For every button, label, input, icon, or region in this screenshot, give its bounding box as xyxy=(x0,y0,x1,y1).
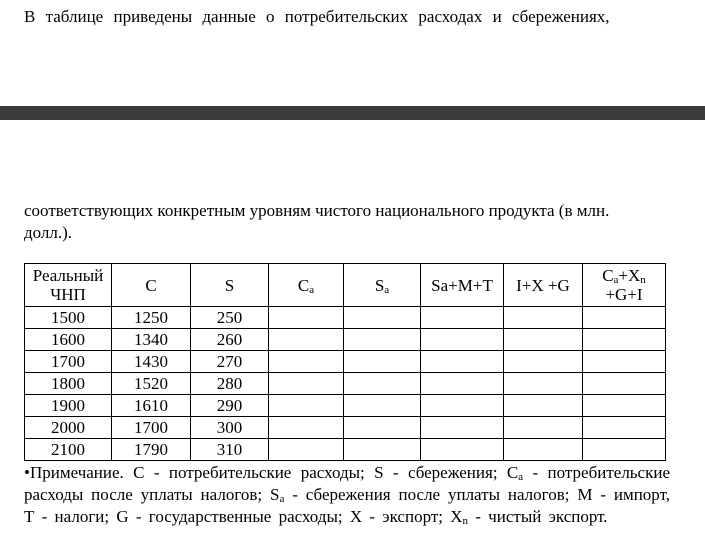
table-cell: 1430 xyxy=(112,351,191,373)
table-cell: 1520 xyxy=(112,373,191,395)
table-cell-empty xyxy=(504,373,583,395)
table-cell-empty xyxy=(269,307,344,329)
table-cell: 300 xyxy=(191,417,269,439)
header-c: C xyxy=(112,264,191,307)
table-cell-empty xyxy=(583,439,666,461)
table-cell-empty xyxy=(421,395,504,417)
table-row xyxy=(25,329,666,351)
table-cell: 1500 xyxy=(25,307,112,329)
table-cell-empty xyxy=(421,373,504,395)
table-cell-empty xyxy=(504,351,583,373)
header-i-x-g: I+X +G xyxy=(504,264,583,307)
table-cell-empty xyxy=(421,417,504,439)
table-cell: 1800 xyxy=(25,373,112,395)
table-cell: 1700 xyxy=(25,351,112,373)
table-cell-empty xyxy=(344,395,421,417)
table-cell: 2000 xyxy=(25,417,112,439)
table-row xyxy=(25,439,666,461)
table-cell-empty xyxy=(504,417,583,439)
table-cell: 290 xyxy=(191,395,269,417)
table-row xyxy=(25,351,666,373)
table-row xyxy=(25,395,666,417)
table-cell-empty xyxy=(504,307,583,329)
table-cell-empty xyxy=(344,439,421,461)
table-cell-empty xyxy=(583,307,666,329)
table-cell: 1610 xyxy=(112,395,191,417)
table-cell: 250 xyxy=(191,307,269,329)
header-real-gnp: Реальный ЧНП xyxy=(25,264,112,307)
table-cell-empty xyxy=(344,417,421,439)
table-cell-empty xyxy=(421,439,504,461)
table-cell-empty xyxy=(504,439,583,461)
table-cell-empty xyxy=(269,351,344,373)
table-cell: 1250 xyxy=(112,307,191,329)
page-separator-bar xyxy=(0,106,705,120)
table-cell: 1600 xyxy=(25,329,112,351)
gnp-consumption-table xyxy=(24,263,666,461)
table-cell: 260 xyxy=(191,329,269,351)
table-row xyxy=(25,307,666,329)
table-cell: 1790 xyxy=(112,439,191,461)
table-cell-empty xyxy=(583,351,666,373)
table-cell-empty xyxy=(583,373,666,395)
header-sa-m-t: Sa+M+T xyxy=(421,264,504,307)
table-cell: 2100 xyxy=(25,439,112,461)
table-cell-empty xyxy=(344,373,421,395)
table-cell-empty xyxy=(421,307,504,329)
table-header-row xyxy=(25,264,666,307)
table-row xyxy=(25,373,666,395)
table-cell: 1700 xyxy=(112,417,191,439)
table-cell-empty xyxy=(344,307,421,329)
intro-line-1: В таблице приведены данные о потребительских расходах и сбережениях, xyxy=(24,7,610,26)
table-cell-empty xyxy=(344,351,421,373)
header-ca: $C_a$ xyxy=(269,264,344,307)
table-cell: 310 xyxy=(191,439,269,461)
table-cell-empty xyxy=(269,395,344,417)
table-cell-empty xyxy=(583,329,666,351)
table-cell-empty xyxy=(583,395,666,417)
table-cell: 1900 xyxy=(25,395,112,417)
table-cell: 280 xyxy=(191,373,269,395)
header-ca-xn-g-i: $C_a+X_n$ +G+I xyxy=(583,264,666,307)
table-cell-empty xyxy=(269,329,344,351)
intro-line-2: соответствующих конкретным уровням чистого национального продукта (в млн. xyxy=(24,201,610,220)
table-row xyxy=(25,417,666,439)
header-sa: $S_a$ xyxy=(344,264,421,307)
table-cell-empty xyxy=(504,329,583,351)
table-cell: 1340 xyxy=(112,329,191,351)
footnote: •Примечание. С - потребительские расходы; S - сбережения; $C_a$ - потребительские расходы после уплаты налогов; $S_a$ - сбережения после уплаты налогов; М - импорт, Т - налоги; G - государственные расходы; Х - экспорт; $Х_n$ - чистый экспорт. xyxy=(24,463,670,527)
table-cell-empty xyxy=(344,329,421,351)
header-s: S xyxy=(191,264,269,307)
table-cell-empty xyxy=(269,373,344,395)
table-cell-empty xyxy=(583,417,666,439)
intro-line-3: долл.). xyxy=(24,223,73,242)
table-cell: 270 xyxy=(191,351,269,373)
table-cell-empty xyxy=(504,395,583,417)
table-cell-empty xyxy=(421,329,504,351)
table-cell-empty xyxy=(269,439,344,461)
table-cell-empty xyxy=(421,351,504,373)
table-cell-empty xyxy=(269,417,344,439)
